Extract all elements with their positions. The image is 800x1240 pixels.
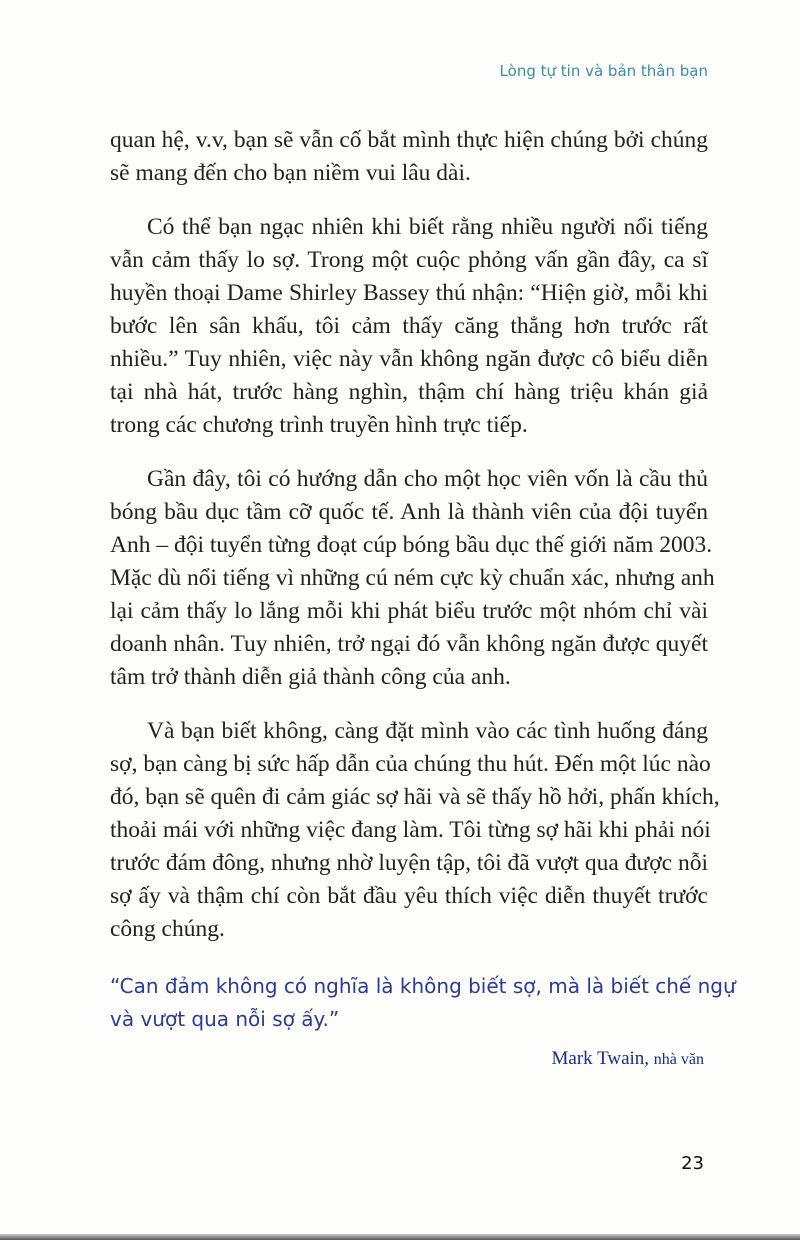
paragraph <box>110 124 708 190</box>
text-line: sợ ấy và thậm chí còn bắt đầu yêu thích việc diễn thuyết trước <box>110 883 708 909</box>
text-line: sẽ mang đến cho bạn niềm vui lâu dài. <box>110 160 471 186</box>
text-line: công chúng. <box>110 916 225 942</box>
text-line: trước đám đông, nhưng nhờ luyện tập, tôi đã vượt qua được nỗi <box>110 850 708 876</box>
text-line: tâm trở thành diễn giả thành công của anh. <box>110 664 511 690</box>
text-line: lại cảm thấy lo lắng mỗi khi phát biểu trước một nhóm chỉ vài <box>110 598 708 624</box>
text-line: vẫn cảm thấy lo sợ. Trong một cuộc phỏng vấn gần đây, ca sĩ <box>110 247 708 273</box>
quote-line: “Can đảm không có nghĩa là không biết sợ, mà là biết chế ngự <box>110 974 736 998</box>
text-line: bóng bầu dục tầm cỡ quốc tế. Anh là thành viên của đội tuyển <box>110 499 708 525</box>
text-line: nhiều.” Tuy nhiên, việc này vẫn không ngăn được cô biểu diễn <box>110 346 708 372</box>
body-text <box>110 124 720 967</box>
paragraph <box>110 463 715 694</box>
text-line: doanh nhân. Tuy nhiên, trở ngại đó vẫn không ngăn được quyết <box>110 631 708 657</box>
text-line: bước lên sân khấu, tôi cảm thấy căng thẳng hơn trước rất <box>110 313 708 339</box>
page-number: 23 <box>681 1153 704 1174</box>
running-head: Lòng tự tin và bản thân bạn <box>499 62 708 80</box>
text-line: trong các chương trình truyền hình trực tiếp. <box>110 412 528 438</box>
text-line: Anh – đội tuyển từng đoạt cúp bóng bầu dục thế giới năm 2003. <box>110 532 713 558</box>
text-line: Và bạn biết không, càng đặt mình vào các tình huống đáng <box>147 718 708 744</box>
page-bottom-edge <box>0 1234 800 1240</box>
text-line: đó, bạn sẽ quên đi cảm giác sợ hãi và sẽ thấy hồ hởi, phấn khích, <box>110 784 720 810</box>
quote-author-role: nhà văn <box>653 1051 704 1068</box>
text-line: tại nhà hát, trước hàng nghìn, thậm chí hàng triệu khán giả <box>110 379 708 405</box>
epigraph-quote <box>110 970 736 1036</box>
text-line: Gần đây, tôi có hướng dẫn cho một học viên vốn là cầu thủ <box>147 466 708 492</box>
text-line: thoải mái với những việc đang làm. Tôi từng sợ hãi khi phải nói <box>110 817 711 843</box>
text-line: Mặc dù nổi tiếng vì những cú ném cực kỳ chuẩn xác, nhưng anh <box>110 565 715 591</box>
quote-author: Mark Twain, <box>551 1048 650 1069</box>
quote-line: và vượt qua nỗi sợ ấy.” <box>110 1007 340 1031</box>
text-line: huyền thoại Dame Shirley Bassey thú nhận: “Hiện giờ, mỗi khi <box>110 280 708 306</box>
paragraph <box>110 211 708 442</box>
paragraph <box>110 715 720 946</box>
text-line: quan hệ, v.v, bạn sẽ vẫn cố bắt mình thực hiện chúng bởi chúng <box>110 127 708 153</box>
quote-attribution <box>552 1048 704 1070</box>
text-line: sợ, bạn càng bị sức hấp dẫn của chúng thu hút. Đến một lúc nào <box>110 751 711 777</box>
text-line: Có thể bạn ngạc nhiên khi biết rằng nhiều người nổi tiếng <box>147 214 708 240</box>
